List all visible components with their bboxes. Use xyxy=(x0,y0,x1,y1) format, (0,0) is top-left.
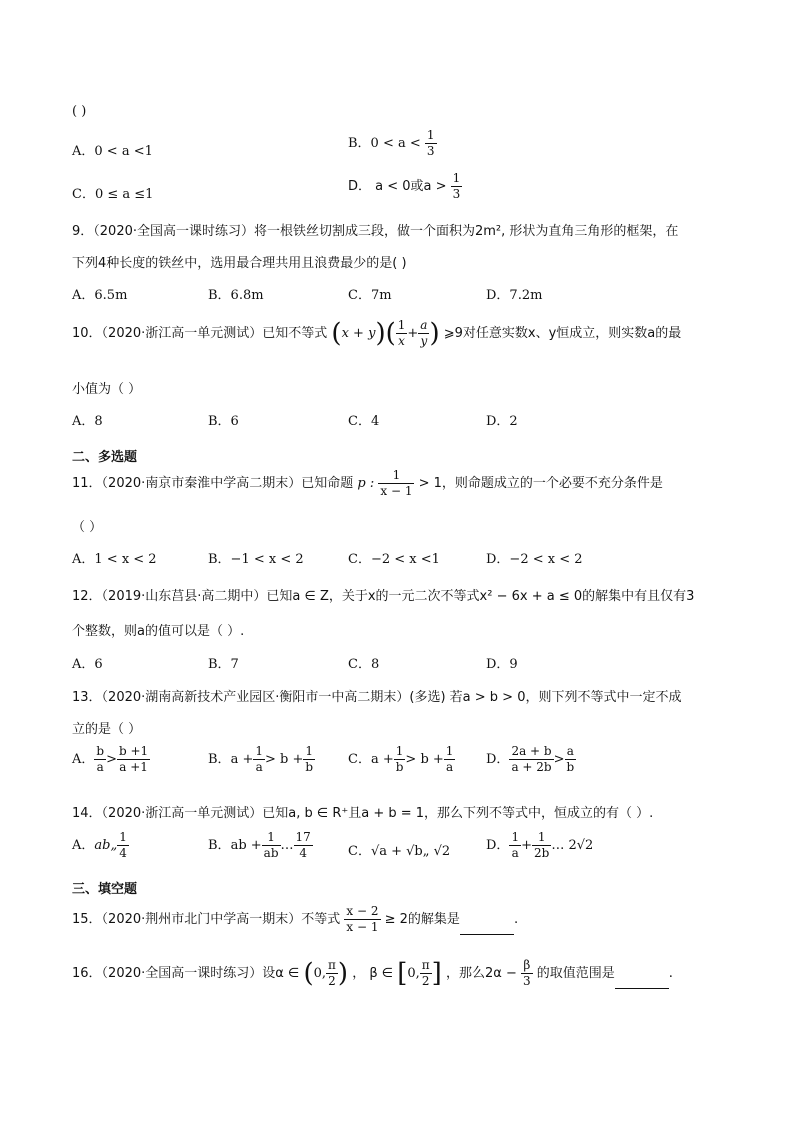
q9-option-a: A．6.5m xyxy=(72,288,128,303)
q16-beta-interval: [0, $\frac{\pi}{2}$ ] xyxy=(397,958,442,989)
q13-option-a: A． $\frac{b}{a}$ > $\frac{b +1}{a +1}$ xyxy=(72,744,149,774)
q16-alpha-interval: (0, $\frac{\pi}{2}$ ) xyxy=(303,958,349,989)
q9-option-d: D．7.2m xyxy=(486,288,543,303)
q8-option-b xyxy=(348,128,437,159)
q8-option-c: C．0 ≤ a ≤1 xyxy=(72,187,154,202)
q11-suffix: > 1，则命题成立的一个必要不充分条件是 xyxy=(418,476,663,491)
q11-line1 xyxy=(72,468,663,499)
q13-line2: 立的是（ ） xyxy=(72,722,142,737)
q10-option-a: A．8 xyxy=(72,414,103,429)
q15-suffix: ≥ 2的解集是 xyxy=(384,912,460,927)
q10-line1 xyxy=(72,318,681,349)
q15-prefix: 15．（2020·荆州市北门中学高一期末）不等式 xyxy=(72,912,341,927)
q16-suffix: ，那么2α − xyxy=(445,966,517,981)
q9-option-c: C．7m xyxy=(348,288,392,303)
q12-option-c: C．8 xyxy=(348,657,380,672)
q8-option-d-fraction: $\frac{1}{3}$ xyxy=(452,171,461,201)
q16-line: 16．（2020·全国高一课时练习）设α ∈ (0, $\frac{\pi}{2}$ ) ， β ∈ [0, $\frac{\pi}{2}$ ] ，那么2α − $\frac{\beta}{3}$ 的取值范围是 . xyxy=(72,958,673,989)
q15-fraction: $\frac{x - 2}{x - 1}$ xyxy=(346,904,379,934)
q14-option-d: D． $\frac{1}{a}$ + $\frac{1}{2b}$ … 2√2 xyxy=(486,830,594,860)
q14-option-a: A．ab„ $\frac{1}{4}$ xyxy=(72,830,127,860)
q16-end: 的取值范围是 xyxy=(536,966,615,981)
q16-fraction: $\frac{\beta}{3}$ xyxy=(522,958,531,988)
q10-prefix: 10．（2020·浙江高一单元测试）已知不等式 xyxy=(72,326,328,341)
q10-expression: (x + y)( $\frac{1}{x}$ + $\frac{a}{y}$ ) xyxy=(331,318,440,349)
q12-option-d: D．9 xyxy=(486,657,518,672)
q11-option-c: C．−2 < x <1 xyxy=(348,552,440,567)
section-multiple-choice-heading: 二、多选题 xyxy=(72,450,138,465)
q12-line2: 个整数，则a的值可以是（ ）. xyxy=(72,624,245,639)
q11-prefix: 11．（2020·南京市秦淮中学高二期末）已知命题 xyxy=(72,476,354,491)
q15-answer-blank[interactable] xyxy=(460,934,514,935)
q8-option-b-prefix: B．0 < a < xyxy=(348,136,421,151)
q9-line2: 下列4种长度的铁丝中，选用最合理共用且浪费最少的是( ) xyxy=(72,256,407,271)
q14-option-c: C．√a + √b„ √2 xyxy=(348,844,451,859)
q8-paren: ( ) xyxy=(72,104,87,119)
q12-option-a: A．6 xyxy=(72,657,103,672)
q8-option-b-fraction: $\frac{1}{3}$ xyxy=(426,128,435,158)
q16-answer-blank[interactable] xyxy=(615,988,669,989)
q14-option-b: B．ab + $\frac{1}{ab}$ … $\frac{17}{4}$ xyxy=(208,830,311,860)
q10-option-d: D．2 xyxy=(486,414,518,429)
q9-line1: 9．（2020·全国高一课时练习）将一根铁丝切割成三段，做一个面积为2m², 形状为直角三角形的框架，在 xyxy=(72,224,679,239)
q10-suffix: ⩾9对任意实数x、y恒成立，则实数a的最 xyxy=(443,326,682,341)
q11-option-a: A．1 < x < 2 xyxy=(72,552,157,567)
q12-line1: 12．（2019·山东莒县·高二期中）已知a ∈ Z，关于x的一元二次不等式x² − 6x + a ≤ 0的解集中有且仅有3 xyxy=(72,589,695,604)
q8-option-d xyxy=(348,171,462,202)
q11-option-d: D．−2 < x < 2 xyxy=(486,552,583,567)
q16-mid: ， β ∈ xyxy=(352,966,394,981)
q11-option-b: B．−1 < x < 2 xyxy=(208,552,304,567)
q11-fraction: $\frac{1}{x - 1}$ xyxy=(380,468,413,498)
q11-p: p : xyxy=(357,476,375,491)
q13-option-c: C．a + $\frac{1}{b}$ > b + $\frac{1}{a}$ xyxy=(348,744,454,774)
q13-line1: 13．（2020·湖南高新技术产业园区·衡阳市一中高二期末）(多选) 若a > b > 0，则下列不等式中一定不成 xyxy=(72,690,682,705)
q14-line1: 14．（2020·浙江高一单元测试）已知a, b ∈ R⁺且a + b = 1，那么下列不等式中，恒成立的有（ ）. xyxy=(72,806,654,821)
q10-line2: 小值为（ ） xyxy=(72,382,142,397)
q10-option-c: C．4 xyxy=(348,414,380,429)
q13-option-b: B．a + $\frac{1}{a}$ > b + $\frac{1}{b}$ xyxy=(208,744,314,774)
section-fill-blank-heading: 三、填空题 xyxy=(72,882,138,897)
q11-line2: （ ） xyxy=(72,520,103,535)
q16-prefix: 16．（2020·全国高一课时练习）设α ∈ xyxy=(72,966,300,981)
q15-line: 15．（2020·荆州市北门中学高一期末）不等式 $\frac{x - 2}{x - 1}$ ≥ 2的解集是 . xyxy=(72,904,519,934)
q9-option-b: B．6.8m xyxy=(208,288,264,303)
q12-option-b: B．7 xyxy=(208,657,239,672)
q10-option-b: B．6 xyxy=(208,414,239,429)
q13-option-d: D． $\frac{2a + b}{a + 2b}$ > $\frac{a}{b}$ xyxy=(486,744,575,774)
q8-option-a: A．0 < a <1 xyxy=(72,144,153,159)
q8-option-d-prefix: D． a < 0或a > xyxy=(348,179,447,194)
